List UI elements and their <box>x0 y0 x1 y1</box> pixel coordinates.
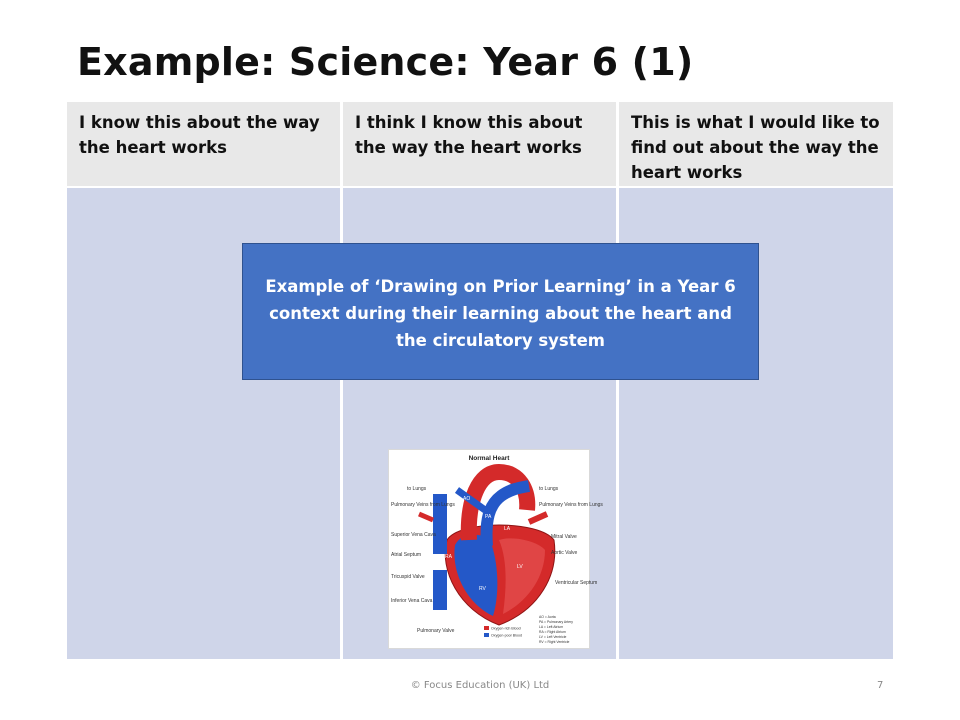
diagram-label: Pulmonary Veins from Lungs <box>391 502 455 508</box>
pulmonary-vein-shape <box>529 514 547 522</box>
legend-swatch-oxygen-poor <box>484 633 489 637</box>
diagram-label: Superior Vena Cava <box>391 532 436 538</box>
column-header-text: This is what I would like to find out about the way the heart works <box>631 113 880 182</box>
column-find-out <box>619 102 893 659</box>
diagram-key: AO = Aorta <box>539 615 556 619</box>
diagram-label: Atrial Septum <box>391 552 422 558</box>
inferior-vena-cava-shape <box>433 570 447 610</box>
legend-swatch-oxygen-rich <box>484 626 489 630</box>
legend-label: Oxygen-poor Blood <box>491 633 522 638</box>
heart-illustration <box>389 450 603 648</box>
diagram-label: Pulmonary Valve <box>417 628 455 634</box>
chamber-label: LA <box>504 526 511 532</box>
diagram-label: Inferior Vena Cava <box>391 598 433 604</box>
column-header-know <box>67 102 340 186</box>
pulmonary-vein-shape <box>419 514 433 520</box>
diagram-key: LA = Left Atrium <box>539 625 564 629</box>
callout-text: Example of ‘Drawing on Prior Learning’ in a Year 6 context during their learning about the heart and the circulatory system <box>265 277 736 350</box>
diagram-key: RV = Right Ventricle <box>539 640 570 644</box>
right-ventricle-shape <box>454 535 497 616</box>
callout-box <box>242 243 759 380</box>
chamber-label: LV <box>517 564 523 570</box>
column-header-text: I think I know this about the way the heart works <box>355 113 583 157</box>
column-header-think <box>343 102 616 186</box>
column-know <box>67 102 340 659</box>
page-number: 7 <box>877 680 884 691</box>
diagram-key: RA = Right Atrium <box>539 630 566 634</box>
copyright-text: © Focus Education (UK) Ltd <box>410 680 550 691</box>
slide-title: Example: Science: Year 6 (1) <box>77 40 694 84</box>
heart-diagram <box>388 449 603 649</box>
chamber-label: RA <box>445 554 452 560</box>
diagram-key: PA = Pulmonary Artery <box>539 620 573 624</box>
diagram-label: Tricuspid Valve <box>391 574 425 580</box>
diagram-label: to Lungs <box>539 486 559 492</box>
diagram-label: Mitral Valve <box>551 534 577 540</box>
chamber-label: PA <box>485 514 492 520</box>
column-header-find-out <box>619 102 893 186</box>
diagram-label: Pulmonary Veins from Lungs <box>539 502 603 508</box>
diagram-key: LV = Left Ventricle <box>539 635 567 639</box>
column-header-text: I know this about the way the heart works <box>79 113 320 157</box>
chamber-label: AO <box>463 496 471 502</box>
diagram-label: to Lungs <box>407 486 427 492</box>
diagram-title: Normal Heart <box>468 455 510 462</box>
diagram-label: Aortic Valve <box>551 550 578 556</box>
chamber-label: RV <box>479 586 486 592</box>
diagram-label: Ventricular Septum <box>555 580 598 586</box>
legend-label: Oxygen-rich Blood <box>491 626 521 631</box>
